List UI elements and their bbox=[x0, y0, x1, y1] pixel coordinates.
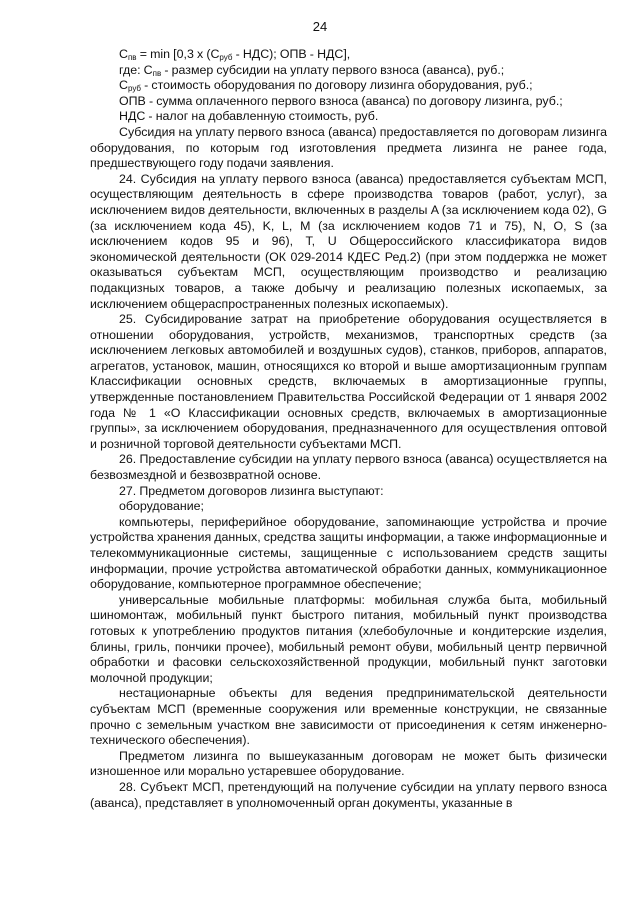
paragraph-26: 26. Предоставление субсидии на уплату первого взноса (аванса) осуществляется на безвозмездной и безвозвратной основе. bbox=[90, 452, 607, 483]
paragraph-not-leased: Предметом лизинга по вышеуказанным договорам не может быть физически изношенное или морально устаревшее оборудование. bbox=[90, 748, 607, 779]
paragraph-subsidy-granted: Субсидия на уплату первого взноса (аванса) предоставляется по договорам лизинга оборудования, по которым год изготовления предмета лизинга не ранее года, предшествующего году подачи заявления. bbox=[90, 124, 607, 171]
definition-nds: НДС - налог на добавленную стоимость, руб. bbox=[119, 109, 379, 124]
definition-opv: ОПВ - сумма оплаченного первого взноса (аванса) по договору лизинга, руб.; bbox=[119, 93, 563, 108]
document-body bbox=[90, 47, 607, 811]
paragraph-27-equipment: оборудование; bbox=[119, 499, 204, 514]
definition-rub: $С_{руб}$ - стоимость оборудования по договору лизинга оборудования, руб.; bbox=[119, 78, 533, 94]
paragraph-27-mobile: универсальные мобильные платформы: мобильная служба быта, мобильный шиномонтаж, мобильный пункт быстрого питания, мобильный пункт производства готовых к употреблению продуктов питания (хлебобулочные и кондитерские изделия, блины, гриль, пончики прочее), мобильный ремонт обуви, мобильный центр первичной обработки и фасовки сельскохозяйственной продукции, мобильный пункт заготовки молочной продукции; bbox=[90, 592, 607, 685]
paragraph-25: 25. Субсидирование затрат на приобретение оборудования осуществляется в отношении оборудования, устройств, механизмов, транспортных средств (за исключением легковых автомобилей и воздушных судов), станков, приборов, аппаратов, агрегатов, установок, машин, относящихся ко второй и выше амортизационным группам Классификации основных средств, включаемых в амортизационные группы, утвержденные постановлением Правительства Российской Федерации от 1 января 2002 года № 1 «О Классификации основных средств, включаемых в амортизационные группы», за исключением оборудования, предназначенного для осуществления оптовой и розничной торговой деятельности субъектами МСП. bbox=[90, 312, 607, 451]
paragraph-27: 27. Предметом договоров лизинга выступают: bbox=[119, 483, 384, 498]
paragraph-28: 28. Субъект МСП, претендующий на получение субсидии на уплату первого взноса (аванса), представляет в уполномоченный орган документы, указанные в bbox=[90, 779, 607, 810]
formula-line: $С_{пв} = \min [0,3$ x $(С_{руб} - НДС)$; ОПВ - НДС], bbox=[119, 47, 351, 62]
paragraph-24: 24. Субсидия на уплату первого взноса (аванса) предоставляется субъектам МСП, осуществляющим деятельность в сфере производства товаров (работ, услуг), за исключением видов деятельности, включенных в разделы A (за исключением кода 02), G (за исключением кода 45), K, L, M (за исключением кодов 71 и 75), N, O, S (за исключением кодов 95 и 96), T, U Общероссийского классификатора видов экономической деятельности (ОК 029-2014 КДЕС Ред.2) (при этом поддержка не может оказываться субъектам МСП, осуществляющим производство и реализацию подакцизных товаров, а также добычу и реализацию полезных ископаемых, за исключением общераспространенных полезных ископаемых). bbox=[90, 171, 607, 311]
paragraph-27-nonstationary: нестационарные объекты для ведения предпринимательской деятельности субъектам МСП (временные сооружения или временные конструкции, не связанные прочно с земельным участком вне зависимости от присоединения к сетям инженерно-технического обеспечения). bbox=[90, 686, 607, 748]
paragraph-27-computers: компьютеры, периферийное оборудование, запоминающие устройства и прочие устройства хранения данных, средства защиты информации, а также информационные и телекоммуникационные системы, защищенные с использованием средств защиты информации, прочие устройства автоматической обработки данных, коммуникационное оборудование, компьютерное программное обеспечение; bbox=[90, 514, 607, 592]
definition-pv: где: $С_{пв}$ - размер субсидии на уплату первого взноса (аванса), руб.; bbox=[119, 62, 505, 78]
page-number: 24 bbox=[312, 19, 328, 34]
